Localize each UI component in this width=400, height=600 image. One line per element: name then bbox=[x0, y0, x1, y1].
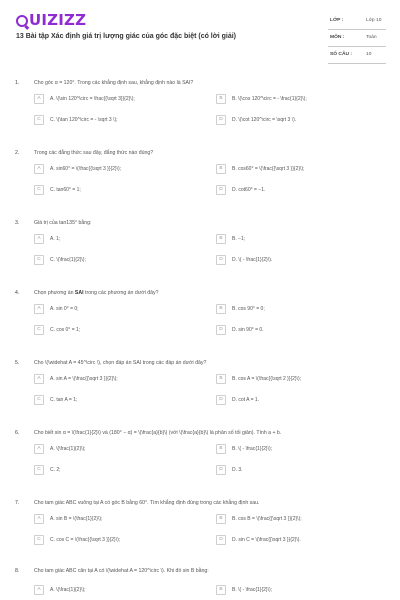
question-text-part: Cho tam giác ABC vuông tại A có góc B bằng 60°. Tìm khẳng định đúng trong các khẳng định sau. bbox=[34, 500, 260, 506]
meta-key: MÔN : bbox=[330, 35, 345, 40]
question-text bbox=[34, 568, 389, 574]
option-text: A. sin B = \(\frac{1}{2}\); bbox=[50, 516, 103, 522]
option-letter-box: B bbox=[216, 304, 226, 314]
answer-option[interactable] bbox=[34, 444, 184, 456]
option-text: B. cos A = \(\frac{{\sqrt 2 }}{2}\); bbox=[232, 376, 302, 382]
option-letter-box: B bbox=[216, 585, 226, 595]
answer-option[interactable] bbox=[34, 374, 184, 386]
answer-option[interactable] bbox=[34, 94, 184, 106]
option-text: B. cos B = \(\frac{{\sqrt 3 }}{2}\); bbox=[232, 516, 302, 522]
option-letter-box: B bbox=[216, 444, 226, 454]
question-text-part: Trong các đẳng thức sau đây, đẳng thức nào đúng? bbox=[34, 150, 154, 156]
answer-option[interactable] bbox=[216, 255, 366, 267]
answer-option[interactable] bbox=[216, 234, 366, 246]
option-text: C. \(\tan 120^\circ = - \sqrt 3 \); bbox=[50, 117, 118, 123]
answer-option[interactable] bbox=[216, 325, 366, 337]
answer-option[interactable] bbox=[216, 304, 366, 316]
answer-option[interactable] bbox=[34, 234, 184, 246]
answer-option[interactable] bbox=[34, 185, 184, 197]
answer-option[interactable] bbox=[34, 514, 184, 526]
worksheet-header bbox=[0, 0, 400, 70]
question-number: 6. bbox=[15, 430, 20, 436]
option-letter-box: B bbox=[216, 164, 226, 174]
answer-option[interactable] bbox=[216, 444, 366, 456]
option-text: C. cos C = \(\frac{{\sqrt 3 }}{2}\); bbox=[50, 537, 121, 543]
option-text: B. −1; bbox=[232, 236, 246, 242]
answer-option[interactable] bbox=[34, 585, 184, 597]
answer-option[interactable] bbox=[34, 304, 184, 316]
worksheet-title: 13 Bài tập Xác định giá trị lượng giác của góc đặc biệt (có lời giải) bbox=[16, 33, 237, 40]
answer-option[interactable] bbox=[216, 115, 366, 127]
option-text: B. cos 90° = 0; bbox=[232, 306, 265, 312]
option-text: A. sin A = \(\frac{{\sqrt 3 }}{2}\); bbox=[50, 376, 118, 382]
option-text: D. cot60° = −1. bbox=[232, 187, 266, 193]
option-text: D. cot A = 1. bbox=[232, 397, 260, 403]
question-text-part: Giá trị của tan135° bằng: bbox=[34, 220, 92, 226]
answer-option[interactable] bbox=[34, 164, 184, 176]
option-text: C. tan A = 1; bbox=[50, 397, 78, 403]
option-text: C. \(\frac{1}{2}\); bbox=[50, 257, 86, 263]
question-number: 3. bbox=[15, 220, 20, 226]
option-letter-box: D bbox=[216, 325, 226, 335]
question-text-part: Cho \(\widehat A = 45^\circ \), chọn đáp án SAI trong các đáp án dưới đây? bbox=[34, 360, 207, 366]
option-letter-box: D bbox=[216, 535, 226, 545]
question-number: 8. bbox=[15, 568, 20, 574]
answer-option[interactable] bbox=[216, 535, 366, 547]
option-letter-box: A bbox=[34, 164, 44, 174]
option-text: B. cos60° = \(\frac{{\sqrt 3 }}{2}\); bbox=[232, 166, 305, 172]
option-text: A. \(\sin 120^\circ = \frac{{\sqrt 3}}{2}\); bbox=[50, 96, 135, 102]
option-text: B. \( - \frac{1}{2}\); bbox=[232, 587, 273, 593]
option-letter-box: B bbox=[216, 374, 226, 384]
option-letter-box: D bbox=[216, 465, 226, 475]
option-letter-box: C bbox=[34, 185, 44, 195]
option-letter-box: C bbox=[34, 465, 44, 475]
option-letter-box: A bbox=[34, 304, 44, 314]
option-letter-box: D bbox=[216, 115, 226, 125]
option-text: A. \(\frac{1}{2}\); bbox=[50, 446, 86, 452]
option-text: D. \( - \frac{1}{2}\). bbox=[232, 257, 273, 263]
logo-q-icon bbox=[16, 15, 28, 27]
meta-value: Toán bbox=[366, 35, 377, 40]
answer-option[interactable] bbox=[34, 115, 184, 127]
option-letter-box: D bbox=[216, 185, 226, 195]
option-letter-box: C bbox=[34, 255, 44, 265]
question-text bbox=[34, 290, 389, 296]
answer-option[interactable] bbox=[34, 325, 184, 337]
meta-row-count bbox=[328, 47, 386, 64]
option-letter-box: A bbox=[34, 585, 44, 595]
option-text: C. 2; bbox=[50, 467, 61, 473]
option-text: C. cos 0° = 1; bbox=[50, 327, 81, 333]
option-letter-box: A bbox=[34, 514, 44, 524]
option-text: B. \( - \frac{1}{2}\); bbox=[232, 446, 273, 452]
answer-option[interactable] bbox=[216, 465, 366, 477]
answer-option[interactable] bbox=[216, 185, 366, 197]
meta-value: Lớp 10 bbox=[366, 18, 382, 23]
option-letter-box: B bbox=[216, 514, 226, 524]
option-text: C. tan60° = 1; bbox=[50, 187, 81, 193]
question-number: 1. bbox=[15, 80, 20, 86]
option-letter-box: B bbox=[216, 94, 226, 104]
meta-row-subject bbox=[328, 30, 386, 47]
question-number: 7. bbox=[15, 500, 20, 506]
option-letter-box: B bbox=[216, 234, 226, 244]
meta-value: 10 bbox=[366, 52, 372, 57]
option-letter-box: D bbox=[216, 395, 226, 405]
meta-key: SỐ CÂU : bbox=[330, 52, 353, 57]
answer-option[interactable] bbox=[216, 395, 366, 407]
option-text: D. \(\cot 120^\circ = \sqrt 3 \). bbox=[232, 117, 297, 123]
meta-key: LỚP : bbox=[330, 18, 344, 23]
option-letter-box: A bbox=[34, 234, 44, 244]
option-letter-box: A bbox=[34, 94, 44, 104]
option-text: D. sin 90° = 0. bbox=[232, 327, 264, 333]
option-letter-box: A bbox=[34, 444, 44, 454]
answer-option[interactable] bbox=[216, 514, 366, 526]
option-text: A. \(\frac{1}{2}\); bbox=[50, 587, 86, 593]
meta-table bbox=[328, 13, 386, 64]
meta-row-grade bbox=[328, 13, 386, 30]
answer-option[interactable] bbox=[34, 255, 184, 267]
option-letter-box: C bbox=[34, 325, 44, 335]
option-text: A. sin 0° = 0; bbox=[50, 306, 79, 312]
question-text-part: trong các phương án dưới đây? bbox=[83, 290, 159, 296]
option-letter-box: A bbox=[34, 374, 44, 384]
question-text bbox=[34, 430, 389, 436]
question-number: 4. bbox=[15, 290, 20, 296]
option-text: D. sin C = \(\frac{{\sqrt 3 }}{2}\). bbox=[232, 537, 301, 543]
question-number: 5. bbox=[15, 360, 20, 366]
question-text-part: Cho góc α = 120°. Trong các khẳng định sau, khẳng định nào là SAI? bbox=[34, 80, 194, 86]
answer-option[interactable] bbox=[216, 374, 366, 386]
question-text-bold: SAI bbox=[74, 290, 84, 296]
option-letter-box: C bbox=[34, 535, 44, 545]
question-text-part: Chọn phương án bbox=[34, 290, 75, 296]
logo-text: UIZIZZ bbox=[29, 11, 87, 29]
option-text: D. 3. bbox=[232, 467, 243, 473]
question-text bbox=[34, 150, 389, 156]
question-text bbox=[34, 80, 389, 86]
question-text bbox=[34, 500, 389, 506]
question-text-part: Cho biết sin α = \(\frac{1}{2}\) và (180° − α) = \(\frac{a}{b}\) (với \(\frac{a}{b}\) là phân số tối giản). Tính a + b. bbox=[34, 430, 282, 436]
option-text: A. sin60° = \(\frac{{\sqrt 3 }}{2}\); bbox=[50, 166, 122, 172]
option-text: B. \(\cos 120^\circ = - \frac{1}{2}\); bbox=[232, 96, 307, 102]
question-number: 2. bbox=[15, 150, 20, 156]
quizizz-logo bbox=[16, 11, 86, 29]
option-letter-box: C bbox=[34, 115, 44, 125]
answer-option[interactable] bbox=[216, 164, 366, 176]
answer-option[interactable] bbox=[34, 465, 184, 477]
option-letter-box: D bbox=[216, 255, 226, 265]
option-letter-box: C bbox=[34, 395, 44, 405]
question-text-part: Cho tam giác ABC cân tại A có \(\widehat A = 120^\circ \). Khi đó sin B bằng: bbox=[34, 568, 209, 574]
question-text bbox=[34, 220, 389, 226]
option-text: A. 1; bbox=[50, 236, 61, 242]
answer-option[interactable] bbox=[34, 535, 184, 547]
answer-option[interactable] bbox=[34, 395, 184, 407]
answer-option[interactable] bbox=[216, 94, 366, 106]
question-text bbox=[34, 360, 389, 366]
answer-option[interactable] bbox=[216, 585, 366, 597]
